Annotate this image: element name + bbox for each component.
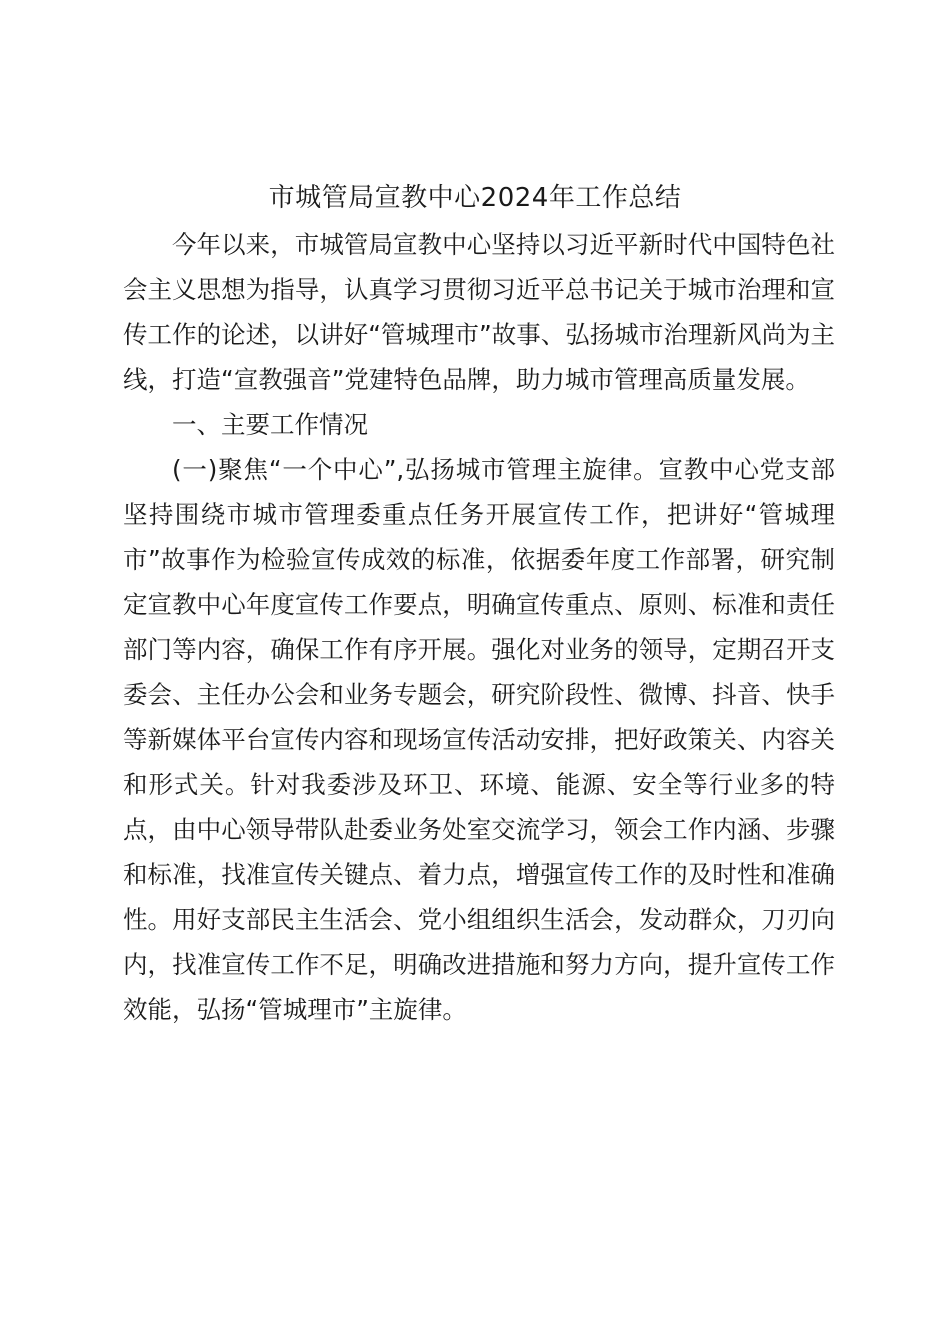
section-paragraph: (一)聚焦“一个中心”,弘扬城市管理主旋律。宣教中心党支部坚持围绕市城市管理委重点任务开展宣传工作，把讲好“管城理市”故事作为检验宣传成效的标准，依据委年度工作部署，研究制定宣教中心年度宣传工作要点，明确宣传重点、原则、标准和责任部门等内容，确保工作有序开展。强化对业务的领导，定期召开支委会、主任办公会和业务专题会，研究阶段性、微博、抖音、快手等新媒体平台宣传内容和现场宣传活动安排，把好政策关、内容关和形式关。针对我委涉及环卫、环境、能源、安全等行业多的特点，由中心领导带队赴委业务处室交流学习，领会工作内涵、步骤和标准，找准宣传关键点、着力点，增强宣传工作的及时性和准确性。用好支部民主生活会、党小组组织生活会，发动群众，刀刃向内，找准宣传工作不足，明确改进措施和努力方向，提升宣传工作效能，弘扬“管城理市”主旋律。 (123, 455, 835, 1024)
document-body (123, 222, 835, 1032)
document-title: 市城管局宣教中心2024年工作总结 (268, 183, 682, 213)
section-heading: 一、主要工作情况 (172, 410, 368, 439)
intro-paragraph: 今年以来，市城管局宣教中心坚持以习近平新时代中国特色社会主义思想为指导，认真学习贯彻习近平总书记关于城市治理和宣传工作的论述，以讲好“管城理市”故事、弘扬城市治理新风尚为主线，打造“宣教强音”党建特色品牌，助力城市管理高质量发展。 (123, 230, 835, 394)
